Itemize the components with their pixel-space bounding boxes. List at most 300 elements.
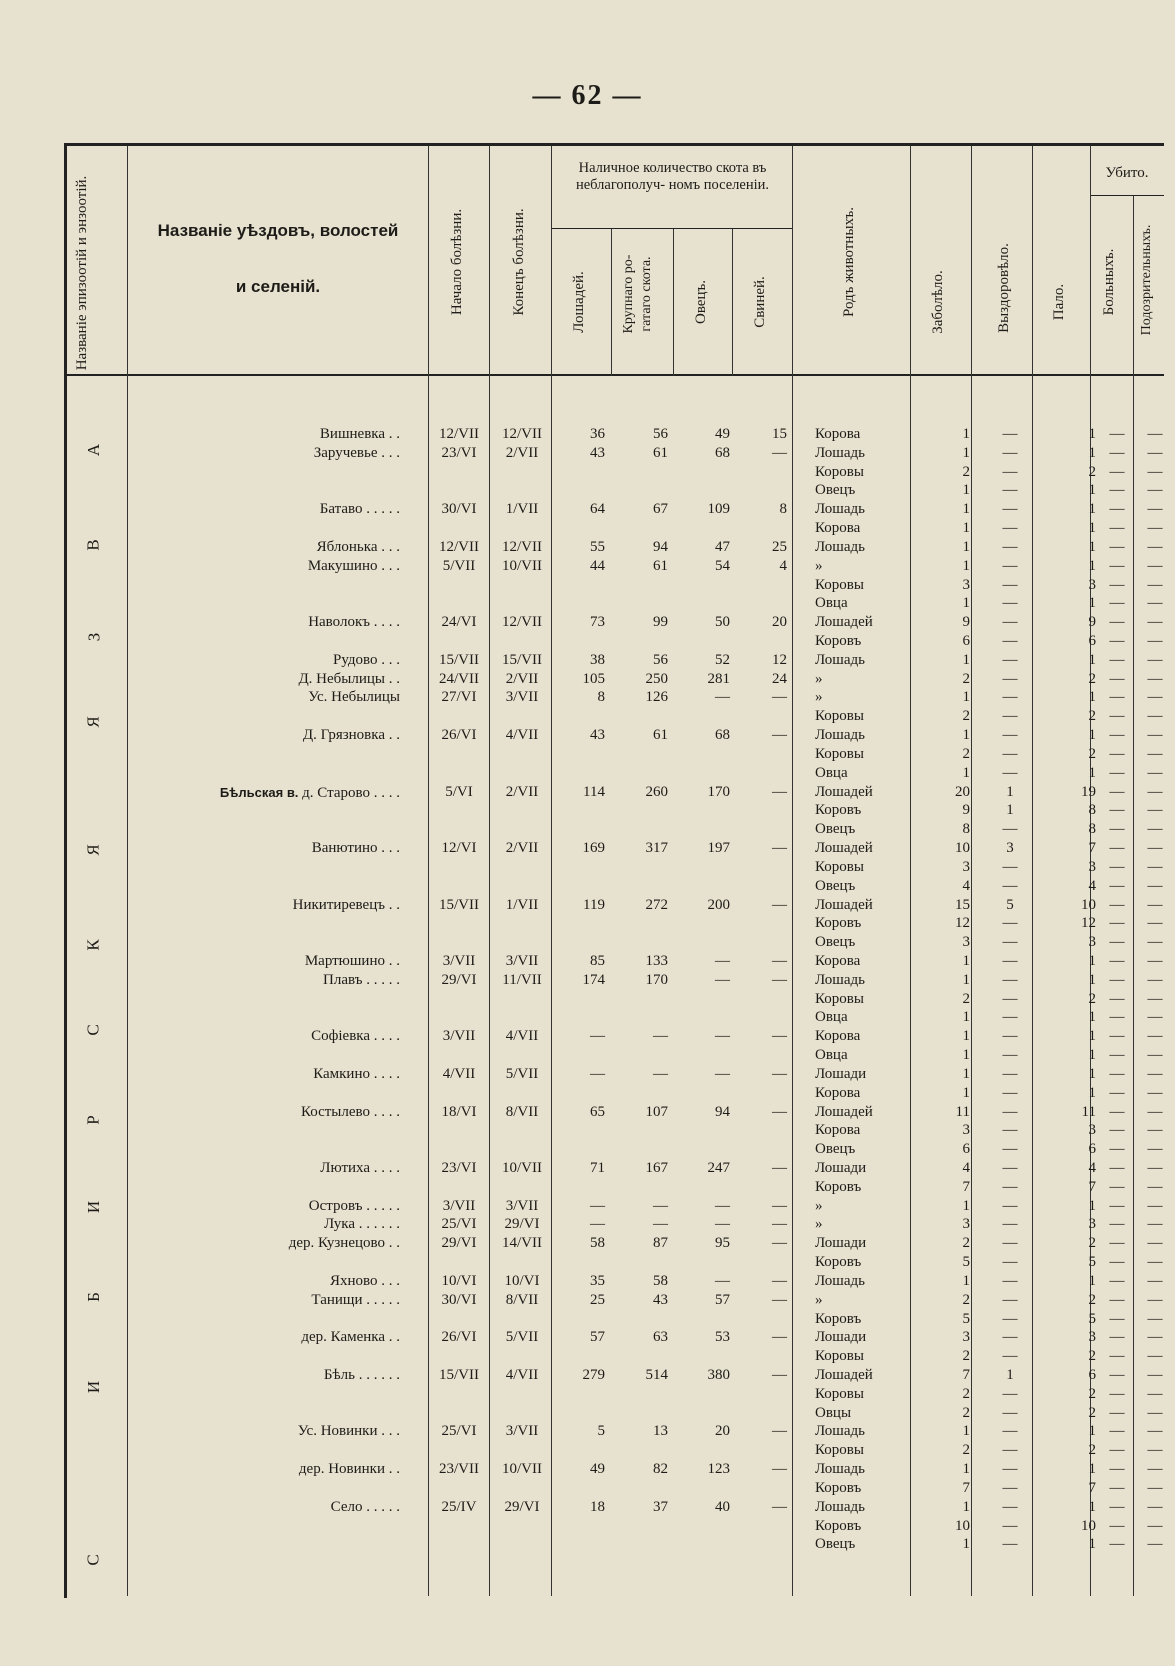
table-row [0,896,1175,915]
cell-rec: — [1002,934,1018,951]
cell-ks: — [1109,990,1125,1007]
cell-ks: — [1109,934,1125,951]
header-cattle [620,219,664,369]
page-number: — 62 — [532,80,643,111]
cell-rec: — [1002,1122,1018,1139]
cell-dead: 1 [1088,444,1096,461]
cell-sheep: 94 [715,1103,730,1120]
settlement-name [134,1328,406,1347]
table-row [0,444,1175,463]
cell-ks: — [1109,1404,1125,1421]
cell-kind: Корова [815,952,861,969]
cell-dead: 1 [1088,1009,1096,1026]
cell-sheep: 57 [715,1291,730,1308]
settlement-name-text: дер. Каменка . . [301,1329,400,1346]
cell-kind: Корова [815,520,861,537]
cell-dead: 4 [1088,1159,1096,1176]
cell-ksu: — [1147,1197,1163,1214]
table-row [0,820,1175,839]
cell-ks: — [1109,1216,1125,1233]
cell-rec: — [1002,1216,1018,1233]
cell-cattle: 56 [653,426,668,442]
cell-dead: 1 [1088,1197,1096,1214]
cell-kind: » [815,670,823,687]
cell-end: 10/VII [502,557,542,574]
cell-horses: — [590,1216,605,1233]
cell-rec: — [1002,1310,1018,1327]
cell-ks: — [1109,708,1125,725]
cell-ks: — [1109,1348,1125,1365]
cell-ksu: — [1147,651,1163,668]
cell-end: 12/VII [502,426,542,442]
cell-ksu: — [1147,557,1163,574]
cell-ksu: — [1147,727,1163,744]
cell-sick: 20 [955,783,970,800]
table-row [0,1291,1175,1310]
cell-rec: — [1002,463,1018,480]
episode-letter-text: С [84,1024,103,1036]
cell-kind: Коровы [815,990,864,1007]
cell-cattle: — [653,1028,668,1045]
cell-ks: — [1109,1367,1125,1383]
table-row [0,1046,1175,1065]
cell-ksu: — [1147,1442,1163,1459]
cell-sick: 1 [962,520,970,537]
killed-group-divider [1090,195,1164,196]
cell-start: 23/VI [441,444,477,461]
cell-ksu: — [1147,1348,1163,1365]
cell-ks: — [1109,614,1125,631]
settlement-name-text: Камкино . . . . [313,1065,400,1082]
cell-rec: — [1002,764,1018,781]
table-row [0,990,1175,1009]
cell-pigs: — [772,896,787,913]
cell-sick: 9 [962,802,970,819]
cell-ks: — [1109,1517,1125,1534]
cell-cattle: 82 [653,1461,668,1478]
table-row [0,783,1175,802]
settlement-name [134,1422,406,1441]
cell-ks: — [1109,764,1125,781]
cell-sheep: 247 [707,1159,730,1176]
cell-ks: — [1109,1122,1125,1139]
cell-horses: 71 [590,1159,605,1176]
cell-ks: — [1109,971,1125,988]
cell-sick: 1 [962,1047,970,1064]
cell-sheep: — [715,971,730,988]
cell-sick: 1 [962,595,970,612]
cell-rec: — [1002,1084,1018,1101]
cell-ksu: — [1147,821,1163,838]
cell-kind: Овца [815,1047,848,1064]
cell-dead: 12 [1081,915,1096,932]
cell-start: 3/VII [442,1028,476,1045]
cell-rec: — [1002,670,1018,687]
cell-end: 4/VII [505,727,539,744]
cell-end: 8/VII [505,1291,539,1308]
cell-cattle: 514 [645,1367,668,1383]
cell-sick: 1 [962,444,970,461]
table-row [0,1347,1175,1366]
cell-rec: — [1002,1517,1018,1534]
cell-ks: — [1109,1197,1125,1214]
settlement-name-text: Село . . . . . [330,1498,400,1515]
cell-dead: 2 [1088,1404,1096,1421]
cell-ks: — [1109,1329,1125,1346]
header-bottom-border [64,374,1164,376]
cell-horses: — [590,1197,605,1214]
cell-rec: — [1002,1423,1018,1440]
table-row [0,1027,1175,1046]
cell-rec: 1 [1006,802,1014,819]
cell-cattle: 67 [653,501,668,518]
cell-pigs: — [772,1272,787,1289]
table-row [0,594,1175,613]
cell-cattle: — [653,1065,668,1082]
cell-ks: — [1109,1536,1125,1553]
cell-rec: — [1002,971,1018,988]
cell-dead: 1 [1088,557,1096,574]
cell-ksu: — [1147,764,1163,781]
cell-end: 11/VII [502,971,542,988]
cell-sick: 1 [962,1084,970,1101]
cell-dead: 2 [1088,1442,1096,1459]
cell-kind: Лошадей [815,1367,873,1383]
cell-cattle: 260 [645,783,668,800]
cell-sheep: — [715,1197,730,1214]
cell-ks: — [1109,821,1125,838]
cell-dead: 1 [1088,651,1096,668]
cell-sick: 2 [962,708,970,725]
table-row [0,1404,1175,1423]
cell-pigs: — [772,1329,787,1346]
cell-ksu: — [1147,538,1163,555]
cell-sick: 3 [962,934,970,951]
cell-cattle: 167 [645,1159,668,1176]
cell-sick: 1 [962,689,970,706]
cell-dead: 2 [1088,1291,1096,1308]
table-row [0,1328,1175,1347]
cell-dead: 1 [1088,1498,1096,1515]
cell-pigs: — [772,727,787,744]
cell-sick: 10 [955,840,970,857]
cell-ksu: — [1147,1536,1163,1553]
cell-ksu: — [1147,1329,1163,1346]
settlement-name [134,538,406,557]
cell-kind: Лошадь [815,651,865,668]
settlement-name [134,500,406,519]
present-group-divider [551,228,792,229]
cell-dead: 6 [1088,1367,1096,1383]
cell-kind: Коровы [815,576,864,593]
cell-ks: — [1109,651,1125,668]
cell-dead: 1 [1088,727,1096,744]
table-row [0,481,1175,500]
cell-ksu: — [1147,1122,1163,1139]
cell-ksu: — [1147,990,1163,1007]
cell-ks: — [1109,426,1125,442]
table-row [0,1121,1175,1140]
table-row [0,500,1175,519]
settlement-name-text: Яхново . . . [329,1272,400,1289]
settlement-name [134,952,406,971]
cell-dead: 2 [1088,1385,1096,1402]
cell-pigs: 15 [772,426,787,442]
cell-cattle: 107 [645,1103,668,1120]
cell-cattle: — [653,1197,668,1214]
cell-sick: 1 [962,764,970,781]
table-row [0,557,1175,576]
cell-sheep: 197 [707,840,730,857]
settlement-name-text: Лютиха . . . . [320,1159,400,1176]
cell-pigs: — [772,1028,787,1045]
cell-ks: — [1109,858,1125,875]
cell-sick: 1 [962,557,970,574]
header-pigs: Свиней. [752,276,768,328]
cell-ks: — [1109,1310,1125,1327]
cell-ksu: — [1147,745,1163,762]
cell-end: 8/VII [505,1103,539,1120]
cell-horses: 65 [590,1103,605,1120]
cell-horses: 38 [590,651,605,668]
cell-kind: Овецъ [815,1536,856,1553]
cell-dead: 2 [1088,990,1096,1007]
cell-ks: — [1109,1272,1125,1289]
cell-rec: 1 [1006,783,1014,800]
cell-rec: — [1002,482,1018,499]
cell-sick: 2 [962,1348,970,1365]
cell-ks: — [1109,1084,1125,1101]
cell-sick: 1 [962,482,970,499]
cell-sick: 1 [962,651,970,668]
cell-ks: — [1109,1178,1125,1195]
cell-rec: — [1002,557,1018,574]
settlement-name-text: Бѣль . . . . . . [323,1367,400,1383]
cell-dead: 1 [1088,1461,1096,1478]
cell-ks: — [1109,1291,1125,1308]
cell-rec: — [1002,1461,1018,1478]
cell-end: 15/VII [502,651,542,668]
cell-start: 5/VI [445,783,473,800]
table-row [0,1479,1175,1498]
cell-dead: 10 [1081,896,1096,913]
cell-horses: 85 [590,952,605,969]
cell-ks: — [1109,840,1125,857]
cell-kind: Лошадей [815,840,873,857]
cell-sick: 2 [962,1235,970,1252]
cell-rec: — [1002,1479,1018,1496]
cell-end: 2/VII [505,444,539,461]
cell-ksu: — [1147,463,1163,480]
cell-start: 10/VI [441,1272,477,1289]
cell-sick: 1 [962,971,970,988]
cell-ksu: — [1147,1254,1163,1271]
cell-sheep: 281 [707,670,730,687]
table-row [0,613,1175,632]
settlement-name [134,1366,406,1385]
header-killed-sick: Больныхъ. [1101,248,1117,316]
cell-end: 2/VII [505,783,539,800]
cell-sheep: — [715,952,730,969]
cell-rec: — [1002,1028,1018,1045]
cell-ksu: — [1147,1103,1163,1120]
cell-sheep: — [715,1065,730,1082]
cell-start: 24/VI [441,614,477,631]
cell-sheep: 53 [715,1329,730,1346]
settlement-name [134,839,406,858]
cell-start: 18/VI [441,1103,477,1120]
cell-sick: 2 [962,670,970,687]
cell-start: 15/VII [439,896,479,913]
cell-dead: 3 [1088,1329,1096,1346]
cell-cattle: 250 [645,670,668,687]
cell-kind: Овецъ [815,821,856,838]
cell-rec: — [1002,1536,1018,1553]
cell-ks: — [1109,501,1125,518]
cell-end: 1/VII [505,501,539,518]
cell-ks: — [1109,877,1125,894]
cell-sick: 1 [962,1272,970,1289]
col-rule [611,229,612,376]
cell-start: 3/VII [442,1197,476,1214]
cell-ksu: — [1147,1367,1163,1383]
cell-rec: — [1002,1272,1018,1289]
table-row [0,877,1175,896]
cell-ksu: — [1147,915,1163,932]
table-row [0,670,1175,689]
cell-ks: — [1109,1009,1125,1026]
cell-kind: Коровъ [815,1479,862,1496]
cell-ksu: — [1147,614,1163,631]
cell-ks: — [1109,633,1125,650]
cell-sick: 1 [962,1536,970,1553]
settlement-name [134,688,406,707]
cell-sick: 1 [962,501,970,518]
settlement-name [134,557,406,576]
cell-ksu: — [1147,1047,1163,1064]
cell-ks: — [1109,1141,1125,1158]
cell-ks: — [1109,1028,1125,1045]
cell-ksu: — [1147,576,1163,593]
cell-ksu: — [1147,482,1163,499]
cell-sick: 1 [962,1197,970,1214]
cell-kind: Лошадь [815,727,865,744]
cell-kind: Лошадей [815,1103,873,1120]
settlement-name-text: Никитиревецъ . . [292,896,400,913]
table-row [0,858,1175,877]
cell-dead: 1 [1088,1423,1096,1440]
cell-end: 5/VII [505,1329,539,1346]
cell-sick: 10 [955,1517,970,1534]
cell-pigs: — [772,1367,787,1383]
cell-ksu: — [1147,877,1163,894]
settlement-name-text: Наволокъ . . . . [308,614,400,631]
cell-dead: 2 [1088,745,1096,762]
cell-sheep: 170 [707,783,730,800]
cell-rec: — [1002,426,1018,442]
cell-ks: — [1109,463,1125,480]
episode-letter-text: В [84,539,103,551]
cell-dead: 1 [1088,971,1096,988]
cell-dead: 1 [1088,538,1096,555]
cell-sick: 1 [962,727,970,744]
cell-sheep: 109 [707,501,730,518]
cell-sheep: — [715,689,730,706]
cell-sheep: 68 [715,444,730,461]
settlement-name [134,613,406,632]
cell-start: 5/VII [442,557,476,574]
cell-sheep: 20 [715,1423,730,1440]
table-row [0,1441,1175,1460]
cell-rec: — [1002,651,1018,668]
cell-rec: — [1002,1009,1018,1026]
header-start: Начало болѣзни. [449,208,465,316]
cell-sheep: 50 [715,614,730,631]
cell-ks: — [1109,538,1125,555]
cell-dead: 1 [1088,1272,1096,1289]
cell-ksu: — [1147,858,1163,875]
settlement-name-text: Мартюшино . . [304,952,400,969]
cell-horses: 57 [590,1329,605,1346]
cell-end: 10/VII [502,1461,542,1478]
cell-pigs: — [772,689,787,706]
cell-kind: Коровъ [815,1310,862,1327]
cell-sick: 1 [962,538,970,555]
cell-ksu: — [1147,783,1163,800]
cell-rec: — [1002,444,1018,461]
cell-rec: — [1002,633,1018,650]
cell-horses: 58 [590,1235,605,1252]
cell-horses: 35 [590,1272,605,1289]
cell-sheep: 54 [715,557,730,574]
cell-end: 3/VII [505,952,539,969]
settlement-name-text: Ус. Небылицы [308,689,400,706]
episode-letter-text: И [84,1200,103,1214]
header-present-group: Наличное количество скота въ неблагополуч- номъ поселеніи. [575,160,770,193]
cell-start: 24/VII [439,670,479,687]
cell-pigs: 24 [772,670,787,687]
cell-pigs: — [772,1461,787,1478]
cell-cattle: 13 [653,1423,668,1440]
settlement-name-text: Яблонька . . . [316,538,400,555]
cell-horses: 25 [590,1291,605,1308]
settlement-name-text: Софіевка . . . . [311,1028,400,1045]
cell-cattle: 61 [653,727,668,744]
cell-ksu: — [1147,1141,1163,1158]
cell-rec: — [1002,595,1018,612]
cell-dead: 11 [1081,1103,1096,1120]
cell-rec: — [1002,990,1018,1007]
cell-kind: Овецъ [815,482,856,499]
header-kind: Родъ животныхъ. [841,207,857,317]
episode-letter-text: З [84,632,103,642]
cell-sick: 1 [962,1498,970,1515]
header-killed-suspect: Подозрительныхъ. [1139,224,1154,336]
cell-ksu: — [1147,1498,1163,1515]
header-killed-group: Убито. [1105,165,1149,181]
episode-letter-text: И [84,1380,103,1394]
cell-ks: — [1109,557,1125,574]
cell-ks: — [1109,896,1125,913]
cell-kind: Лошадь [815,538,865,555]
cell-ksu: — [1147,896,1163,913]
cell-sheep: 40 [715,1498,730,1515]
table-row [0,726,1175,745]
cell-ks: — [1109,1442,1125,1459]
episode-letter-text: К [84,939,103,951]
cell-cattle: 61 [653,444,668,461]
cell-rec: — [1002,538,1018,555]
